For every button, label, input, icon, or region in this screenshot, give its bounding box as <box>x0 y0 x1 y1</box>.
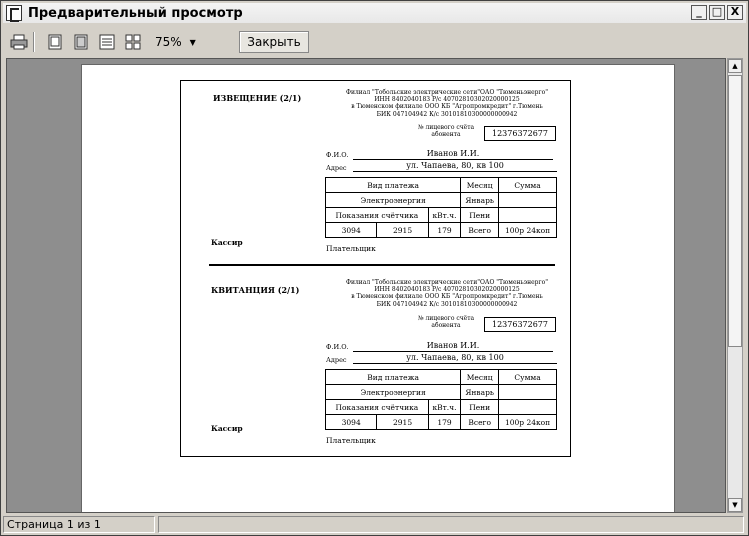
cut-line <box>209 264 555 266</box>
zoom-value[interactable]: 75% <box>155 35 182 49</box>
multi-page-icon[interactable] <box>123 31 143 53</box>
receipt-title: КВИТАНЦИЯ (2/1) <box>211 285 300 295</box>
status-panel <box>158 516 744 533</box>
vertical-scrollbar[interactable] <box>727 58 743 513</box>
toolbar-separator <box>33 32 35 52</box>
two-pages-icon[interactable] <box>97 31 117 53</box>
scroll-down-icon[interactable]: ▼ <box>728 498 742 512</box>
print-icon[interactable] <box>9 31 29 53</box>
receipt-fio-label: Ф.И.О. <box>326 343 349 351</box>
whole-page-icon[interactable] <box>71 31 91 53</box>
close-button[interactable]: Закрыть <box>239 31 309 53</box>
notice-account-number: 12376372677 <box>484 126 556 141</box>
receipt-bank-details: Филиал "Тобольские электрические сети"ОАО "Тюменьэнерго" ИНН 8402040183 Р/с 40702810302020000125 в Тюменском филиале ООО КБ "Агропромкредит" г.Тюмень БИК 047104942 К/с 30101810300000000942 <box>345 279 549 308</box>
notice-bank-details: Филиал "Тобольские электрические сети"ОАО "Тюменьэнерго" ИНН 8402040183 Р/с 40702810302020000125 в Тюменском филиале ООО КБ "Агропромкредит" г.Тюмень БИК 047104942 К/с 30101810300000000942 <box>345 89 549 118</box>
notice-address-label: Адрес <box>326 164 347 172</box>
notice-fio-value: Иванов И.И. <box>353 149 553 160</box>
receipt-account-label: № лицевого счёта абонента <box>417 315 475 329</box>
app-icon <box>6 5 22 21</box>
scroll-thumb[interactable] <box>728 75 742 347</box>
receipt-cashier-label: Кассир <box>211 424 243 433</box>
notice-cashier-label: Кассир <box>211 238 243 247</box>
receipt-payer-label: Плательщик <box>326 436 376 445</box>
close-window-button[interactable]: X <box>727 5 743 20</box>
notice-payer-label: Плательщик <box>326 244 376 253</box>
preview-page <box>81 64 675 513</box>
receipt-account-number: 12376372677 <box>484 317 556 332</box>
toolbar <box>3 28 746 56</box>
zoom-dropdown-icon[interactable]: ▼ <box>189 37 196 47</box>
title-bar[interactable] <box>3 3 746 23</box>
minimize-button[interactable]: _ <box>691 5 707 20</box>
status-bar <box>3 516 746 534</box>
notice-title: ИЗВЕЩЕНИЕ (2/1) <box>213 93 302 103</box>
notice-address-value: ул. Чапаева, 80, кв 100 <box>353 161 557 172</box>
receipt-fio-value: Иванов И.И. <box>353 341 553 352</box>
receipt-document <box>180 80 571 457</box>
notice-fio-label: Ф.И.О. <box>326 151 349 159</box>
page-width-icon[interactable] <box>45 31 65 53</box>
window-controls <box>691 5 743 20</box>
notice-payment-table: Вид платежа Месяц Сумма Электроэнергия Январь Показания счётчика кВт.ч. Пени 3094 2915 179 Всего 100р 24коп <box>325 177 557 238</box>
maximize-button[interactable]: □ <box>709 5 725 20</box>
notice-account-label: № лицевого счёта абонента <box>417 124 475 138</box>
page-counter: Страница 1 из 1 <box>3 516 155 533</box>
preview-area[interactable] <box>6 58 726 513</box>
receipt-payment-table: Вид платежа Месяц Сумма Электроэнергия Январь Показания счётчика кВт.ч. Пени 3094 2915 179 Всего 100р 24коп <box>325 369 557 430</box>
window-title: Предварительный просмотр <box>28 5 243 21</box>
receipt-address-label: Адрес <box>326 356 347 364</box>
scroll-up-icon[interactable]: ▲ <box>728 59 742 73</box>
receipt-address-value: ул. Чапаева, 80, кв 100 <box>353 353 557 364</box>
